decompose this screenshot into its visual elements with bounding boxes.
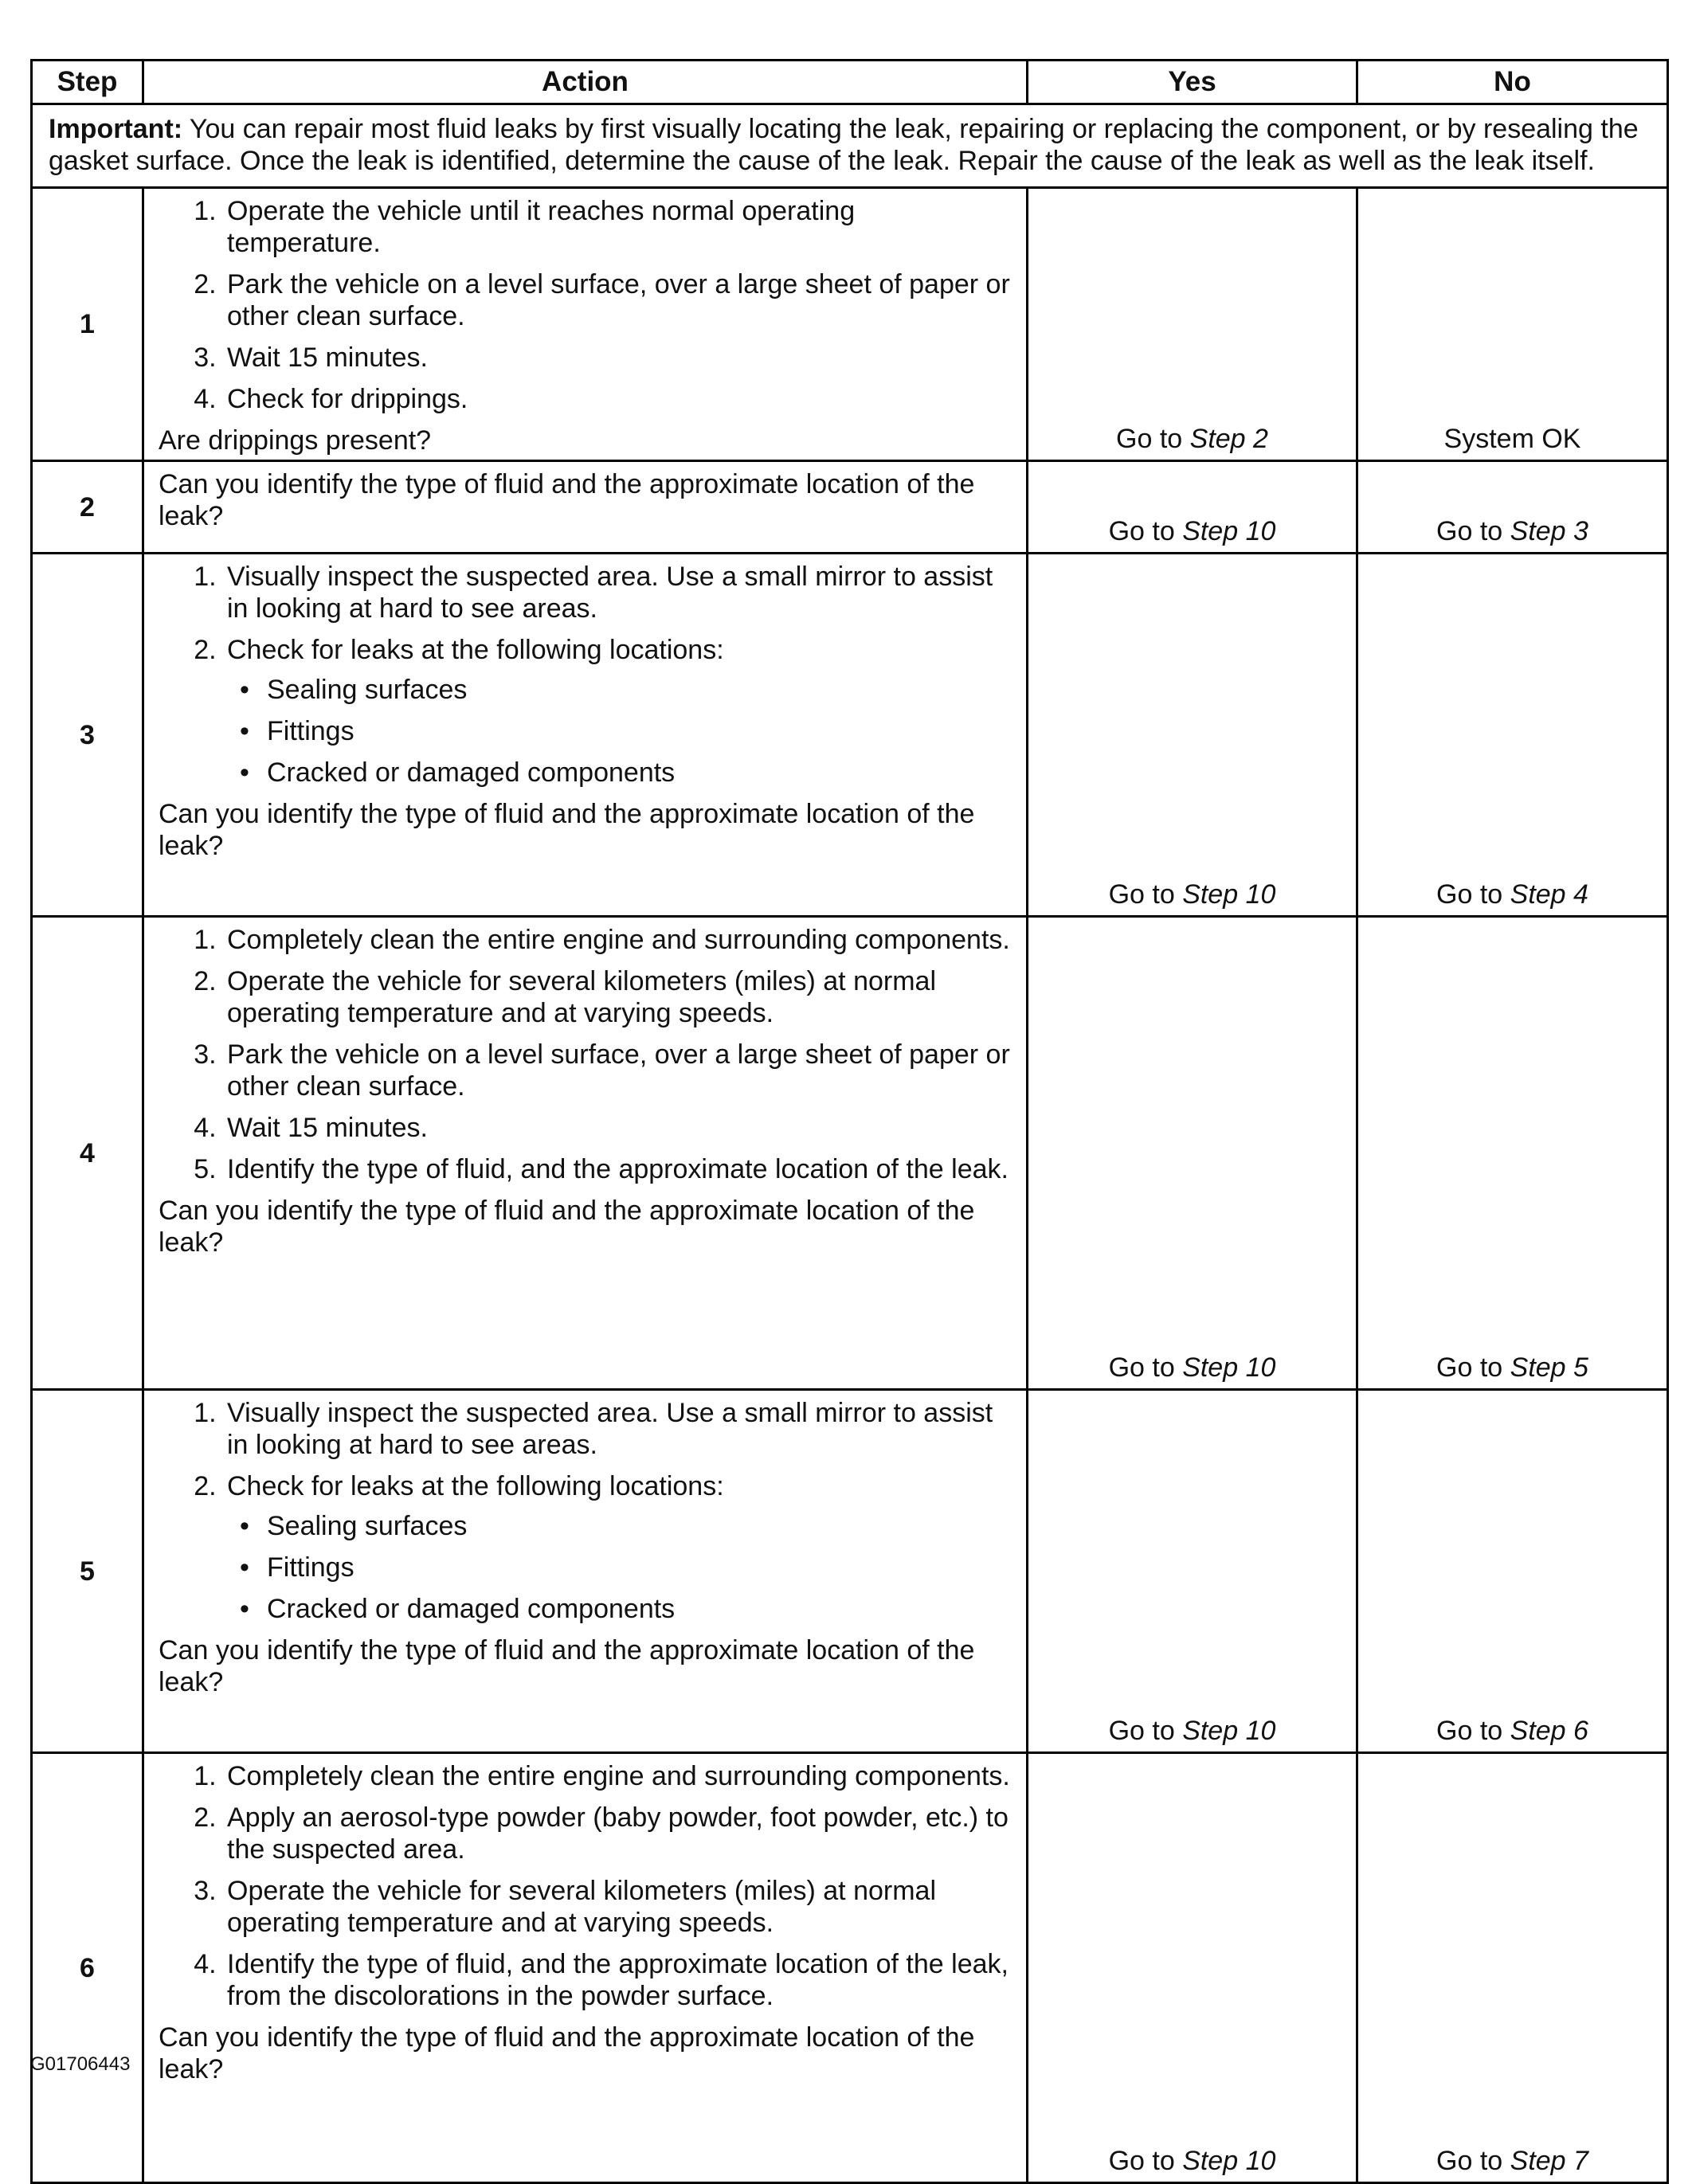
substep-item [224,383,1012,415]
substep-item [224,561,1012,624]
substep-item [224,634,1012,789]
substep-item [224,1112,1012,1144]
table-row [32,1390,1668,1753]
substep-text: Operate the vehicle for several kilometers (miles) at normal operating temperature and at varying speeds. [227,966,936,1028]
step-number: 4 [32,917,143,1390]
no-result-prefix: Go to [1436,2146,1510,2176]
yes-result-prefix: Go to [1108,516,1183,546]
substep-text: Visually inspect the suspected area. Use a small mirror to assist in looking at hard to see areas. [227,1398,993,1460]
location-bullet-item: • Fittings [267,715,1012,747]
substep-text: Wait 15 minutes. [227,342,428,373]
substep-list [159,1760,1012,2012]
location-bullet-item: • Sealing surfaces [267,674,1012,706]
question-text: Can you identify the type of fluid and the approximate location of the leak? [159,2022,975,2084]
substep-text: Identify the type of fluid, and the approximate location of the leak. [227,1154,1009,1184]
location-bullet-list [227,674,1012,789]
yes-result-target: Step 10 [1182,2146,1276,2176]
no-result-cell [1357,461,1668,554]
table-row [32,1753,1668,2183]
substep-text: Completely clean the entire engine and surrounding components. [227,925,1010,955]
table-row [32,917,1668,1390]
no-result-cell [1357,1390,1668,1753]
question-text: Can you identify the type of fluid and the approximate location of the leak? [159,1635,975,1697]
yes-result-target: Step 2 [1189,424,1268,454]
substep-text: Check for drippings. [227,384,468,414]
no-result-cell [1357,188,1668,461]
substep-item [224,1153,1012,1185]
header-action: Action [143,61,1028,104]
question-text: Can you identify the type of fluid and the approximate location of the leak? [159,799,975,861]
yes-result-cell [1028,188,1357,461]
action-cell [143,1753,1028,2183]
action-cell [143,917,1028,1390]
yes-result-prefix: Go to [1108,2146,1183,2176]
header-no: No [1357,61,1668,104]
no-result-target: Step 3 [1510,516,1588,546]
important-row [32,104,1668,188]
action-cell [143,1390,1028,1753]
yes-result-cell [1028,461,1357,554]
yes-result-cell [1028,1390,1357,1753]
action-cell [143,554,1028,917]
header-step: Step [32,61,143,104]
substep-text: Identify the type of fluid, and the approximate location of the leak, from the discolorations in the powder surface. [227,1949,1009,2011]
figure-id: G01706443 [30,2053,131,2075]
substep-text: Check for leaks at the following locations: [227,635,724,665]
no-result-prefix: Go to [1436,516,1510,546]
substep-list [159,924,1012,1185]
important-label: Important: [49,114,183,144]
substep-list [159,195,1012,415]
substep-text: Wait 15 minutes. [227,1113,428,1143]
no-result-target: Step 5 [1510,1352,1588,1383]
location-bullet-item: • Cracked or damaged components [267,757,1012,789]
table-row [32,188,1668,461]
substep-text: Operate the vehicle for several kilometers (miles) at normal operating temperature and at varying speeds. [227,1876,936,1938]
header-yes: Yes [1028,61,1357,104]
substep-item [224,1875,1012,1939]
yes-result-target: Step 10 [1182,879,1276,910]
location-bullet-item: • Sealing surfaces [267,1510,1012,1542]
question-text: Can you identify the type of fluid and the approximate location of the leak? [159,1196,975,1258]
substep-text: Visually inspect the suspected area. Use a small mirror to assist in looking at hard to see areas. [227,562,993,624]
diagnostic-table [30,59,1669,2184]
substep-item [224,1039,1012,1102]
substep-text: Check for leaks at the following locations: [227,1471,724,1501]
substep-text: Park the vehicle on a level surface, over a large sheet of paper or other clean surface. [227,1039,1010,1102]
yes-result-cell [1028,1753,1357,2183]
action-cell [143,461,1028,554]
substep-text: Park the vehicle on a level surface, over a large sheet of paper or other clean surface. [227,269,1010,331]
no-result-target: Step 6 [1510,1716,1588,1746]
yes-result-cell [1028,917,1357,1390]
question-text: Are drippings present? [159,425,432,456]
no-result-prefix: Go to [1436,1352,1510,1383]
step-number: 3 [32,554,143,917]
no-result-target: Step 7 [1510,2146,1588,2176]
no-result-target: Step 4 [1510,879,1588,910]
substep-item [224,924,1012,956]
step-number: 6 [32,1753,143,2183]
header-row [32,61,1668,104]
substep-text: Completely clean the entire engine and surrounding components. [227,1761,1010,1791]
substep-item [224,268,1012,332]
no-result-cell [1357,1753,1668,2183]
substep-item [224,1948,1012,2012]
location-bullet-item: • Fittings [267,1552,1012,1583]
yes-result-target: Step 10 [1182,1716,1276,1746]
substep-list [159,561,1012,789]
step-number: 1 [32,188,143,461]
no-result-cell [1357,917,1668,1390]
yes-result-prefix: Go to [1108,879,1183,910]
step-number: 5 [32,1390,143,1753]
substep-item [224,1470,1012,1625]
no-result-prefix: Go to [1436,1716,1510,1746]
yes-result-prefix: Go to [1116,424,1190,454]
action-cell [143,188,1028,461]
question-text: Can you identify the type of fluid and the approximate location of the leak? [159,469,975,531]
important-text: You can repair most fluid leaks by first visually locating the leak, repairing or replacing the component, or by resealing the gasket surface. Once the leak is identified, determine the cause of the leak. Repair the cause of the leak as well as the leak itself. [49,114,1639,176]
substep-item [224,965,1012,1029]
no-result-prefix: System OK [1443,424,1581,454]
substep-item [224,1760,1012,1792]
table-row [32,554,1668,917]
yes-result-target: Step 10 [1182,516,1276,546]
no-result-cell [1357,554,1668,917]
yes-result-prefix: Go to [1108,1352,1183,1383]
substep-item [224,1802,1012,1865]
step-number: 2 [32,461,143,554]
important-note [32,104,1668,188]
substep-item [224,195,1012,259]
table-row [32,461,1668,554]
location-bullet-item: • Cracked or damaged components [267,1593,1012,1625]
substep-list [159,1397,1012,1625]
location-bullet-list [227,1510,1012,1625]
yes-result-target: Step 10 [1182,1352,1276,1383]
substep-text: Operate the vehicle until it reaches normal operating temperature. [227,196,856,258]
no-result-prefix: Go to [1436,879,1510,910]
substep-item [224,342,1012,374]
substep-text: Apply an aerosol-type powder (baby powder, foot powder, etc.) to the suspected area. [227,1802,1009,1865]
substep-item [224,1397,1012,1461]
yes-result-prefix: Go to [1108,1716,1183,1746]
yes-result-cell [1028,554,1357,917]
